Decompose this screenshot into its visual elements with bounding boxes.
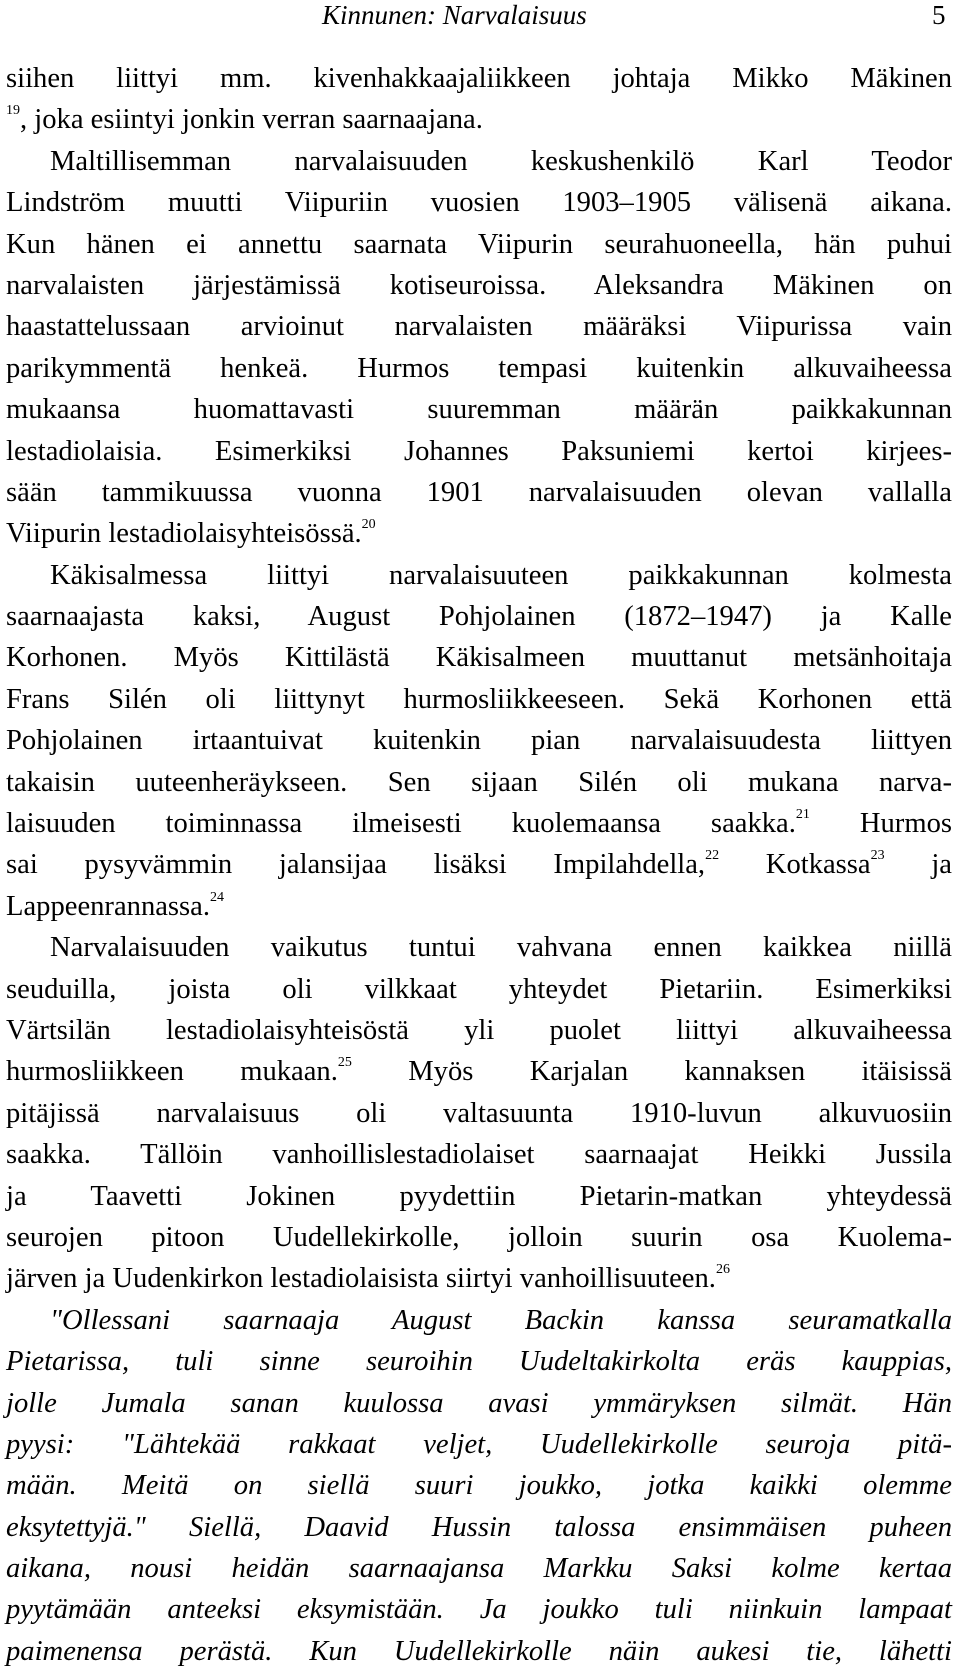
text-segment: seuduilla, joista oli vilkkaat yhteydet Pietariin. Esimerkiksi <box>6 973 952 1005</box>
text-line <box>6 1465 952 1506</box>
text-line <box>6 1341 952 1382</box>
text-line <box>6 1589 952 1630</box>
text-line <box>6 224 952 265</box>
text-segment: Pietarissa, tuli sinne seuroihin Uudeltakirkolta eräs kauppias, <box>6 1346 952 1378</box>
text-line <box>6 1631 952 1672</box>
text-line <box>6 844 952 885</box>
footnote-marker: 19 <box>6 103 20 119</box>
running-header <box>0 0 960 40</box>
text-line <box>6 1258 952 1299</box>
text-line <box>6 58 952 99</box>
text-line <box>6 1176 952 1217</box>
text-segment: Kotkassa <box>719 849 871 881</box>
text-segment: jolle Jumala sanan kuulossa avasi ymmäryksen silmät. Hän <box>6 1387 952 1419</box>
text-line <box>6 99 952 140</box>
text-segment: parikymmentä henkeä. Hurmos tempasi kuitenkin alkuvaiheessa <box>6 352 952 384</box>
text-segment: paimenensa perästä. Kun Uudellekirkolle näin aukesi tie, lähetti <box>6 1635 952 1667</box>
text-segment: Pohjolainen irtaantuivat kuitenkin pian narvalaisuudesta liittyen <box>6 725 952 757</box>
text-segment: Lindström muutti Viipuriin vuosien 1903–1905 välisenä aikana. <box>6 187 952 219</box>
text-segment: narvalaisten järjestämissä kotiseuroissa. Aleksandra Mäkinen on <box>6 269 952 301</box>
text-line <box>6 182 952 223</box>
text-line <box>6 1548 952 1589</box>
text-segment: Frans Silén oli liittynyt hurmosliikkeeseen. Sekä Korhonen että <box>6 683 952 715</box>
text-line <box>6 1010 952 1051</box>
text-segment: hurmosliikkeen mukaan. <box>6 1056 338 1088</box>
text-segment: seurojen pitoon Uudellekirkolle, jolloin suurin osa Kuolema- <box>6 1221 952 1253</box>
text-segment: Lappeenrannassa. <box>6 890 211 922</box>
text-line <box>6 1300 952 1341</box>
text-line <box>6 720 952 761</box>
text-segment: takaisin uuteenheräykseen. Sen sijaan Silén oli mukana narva- <box>6 766 952 798</box>
text-line <box>6 1093 952 1134</box>
text-segment: mukaansa huomattavasti suuremman määrän paikkakunnan <box>6 394 952 426</box>
text-segment: ja <box>884 849 952 881</box>
text-line <box>6 306 952 347</box>
text-segment: "Ollessani saarnaaja August Backin kanssa seuramatkalla <box>50 1304 952 1336</box>
text-line <box>6 555 952 596</box>
running-header-title: Kinnunen: Narvalaisuus <box>322 0 587 30</box>
footnote-marker: 24 <box>210 889 225 905</box>
text-segment: siihen liittyi mm. kivenhakkaajaliikkeen johtaja Mikko Mäkinen <box>6 63 952 94</box>
text-segment: laisuuden toiminnassa ilmeisesti kuolemaansa saakka. <box>6 808 796 840</box>
text-segment: järven ja Uudenkirkon lestadiolaisista siirtyi vanhoillisuuteen. <box>6 1263 716 1295</box>
text-line <box>6 431 952 472</box>
text-segment: saakka. Tällöin vanhoillislestadiolaiset saarnaajat Heikki Jussila <box>6 1139 952 1171</box>
text-line <box>6 472 952 513</box>
text-segment: mään. Meitä on siellä suuri joukko, jotka kaikki olemme <box>6 1470 952 1502</box>
text-line <box>6 1424 952 1465</box>
text-segment: Värtsilän lestadiolaisyhteisöstä yli puolet liittyi alkuvaiheessa <box>6 1014 952 1046</box>
text-line <box>6 596 952 637</box>
footnote-marker: 23 <box>870 848 885 864</box>
text-segment: aikana, nousi heidän saarnaajansa Markku Saksi kolme kertaa <box>6 1553 952 1585</box>
text-segment: Kun hänen ei annettu saarnata Viipurin seurahuoneella, hän puhui <box>6 228 952 260</box>
text-line <box>6 265 952 306</box>
text-line <box>6 1217 952 1258</box>
text-segment: Narvalaisuuden vaikutus tuntui vahvana ennen kaikkea niillä <box>50 932 952 964</box>
text-segment: Hurmos <box>809 808 952 840</box>
text-segment: haastattelussaan arvioinut narvalaisten määräksi Viipurissa vain <box>6 311 952 343</box>
text-line <box>6 1383 952 1424</box>
body-text <box>6 58 952 1672</box>
footnote-marker: 22 <box>705 848 720 864</box>
text-line <box>6 969 952 1010</box>
text-segment: ja Taavetti Jokinen pyydettiin Pietarin-matkan yhteydessä <box>6 1180 952 1212</box>
text-segment: Maltillisemman narvalaisuuden keskushenkilö Karl Teodor <box>50 145 952 177</box>
text-segment: eksytettyjä." Siellä, Daavid Hussin talossa ensimmäisen puheen <box>6 1511 952 1543</box>
text-segment: Käkisalmessa liittyi narvalaisuuteen paikkakunnan kolmesta <box>50 559 952 591</box>
text-line <box>6 637 952 678</box>
text-segment: , joka esiintyi jonkin verran saarnaajana. <box>20 104 483 136</box>
text-line <box>6 513 952 554</box>
text-line <box>6 1507 952 1548</box>
text-line <box>6 679 952 720</box>
text-segment: sai pysyvämmin jalansijaa lisäksi Impilahdella, <box>6 849 706 881</box>
text-line <box>6 348 952 389</box>
text-line <box>6 1134 952 1175</box>
page-number: 5 <box>932 0 946 30</box>
text-line <box>6 803 952 844</box>
footnote-marker: 25 <box>337 1055 352 1071</box>
text-segment: Myös Karjalan kannaksen itäisissä <box>351 1056 953 1088</box>
text-line <box>6 886 952 927</box>
text-segment: sään tammikuussa vuonna 1901 narvalaisuuden olevan vallalla <box>6 476 952 508</box>
footnote-marker: 26 <box>715 1262 730 1278</box>
text-segment: pyytämään anteeksi eksymistään. Ja joukko tuli niinkuin lampaat <box>6 1594 952 1626</box>
text-segment: pyysi: "Lähtekää rakkaat veljet, Uudellekirkolle seuroja pitä- <box>6 1428 952 1460</box>
text-segment: pitäjissä narvalaisuus oli valtasuunta 1910-luvun alkuvuosiin <box>6 1097 952 1129</box>
text-line <box>6 762 952 803</box>
text-line <box>6 141 952 182</box>
text-line <box>6 389 952 430</box>
text-line <box>6 927 952 968</box>
text-segment: Korhonen. Myös Kittilästä Käkisalmeen muuttanut metsänhoitaja <box>6 642 952 674</box>
text-segment: saarnaajasta kaksi, August Pohjolainen (1872–1947) ja Kalle <box>6 601 952 633</box>
footnote-marker: 20 <box>361 517 376 533</box>
text-segment: Viipurin lestadiolaisyhteisössä. <box>6 518 362 550</box>
text-segment: lestadiolaisia. Esimerkiksi Johannes Paksuniemi kertoi kirjees- <box>6 435 952 467</box>
text-line <box>6 1051 952 1092</box>
footnote-marker: 21 <box>795 807 810 823</box>
